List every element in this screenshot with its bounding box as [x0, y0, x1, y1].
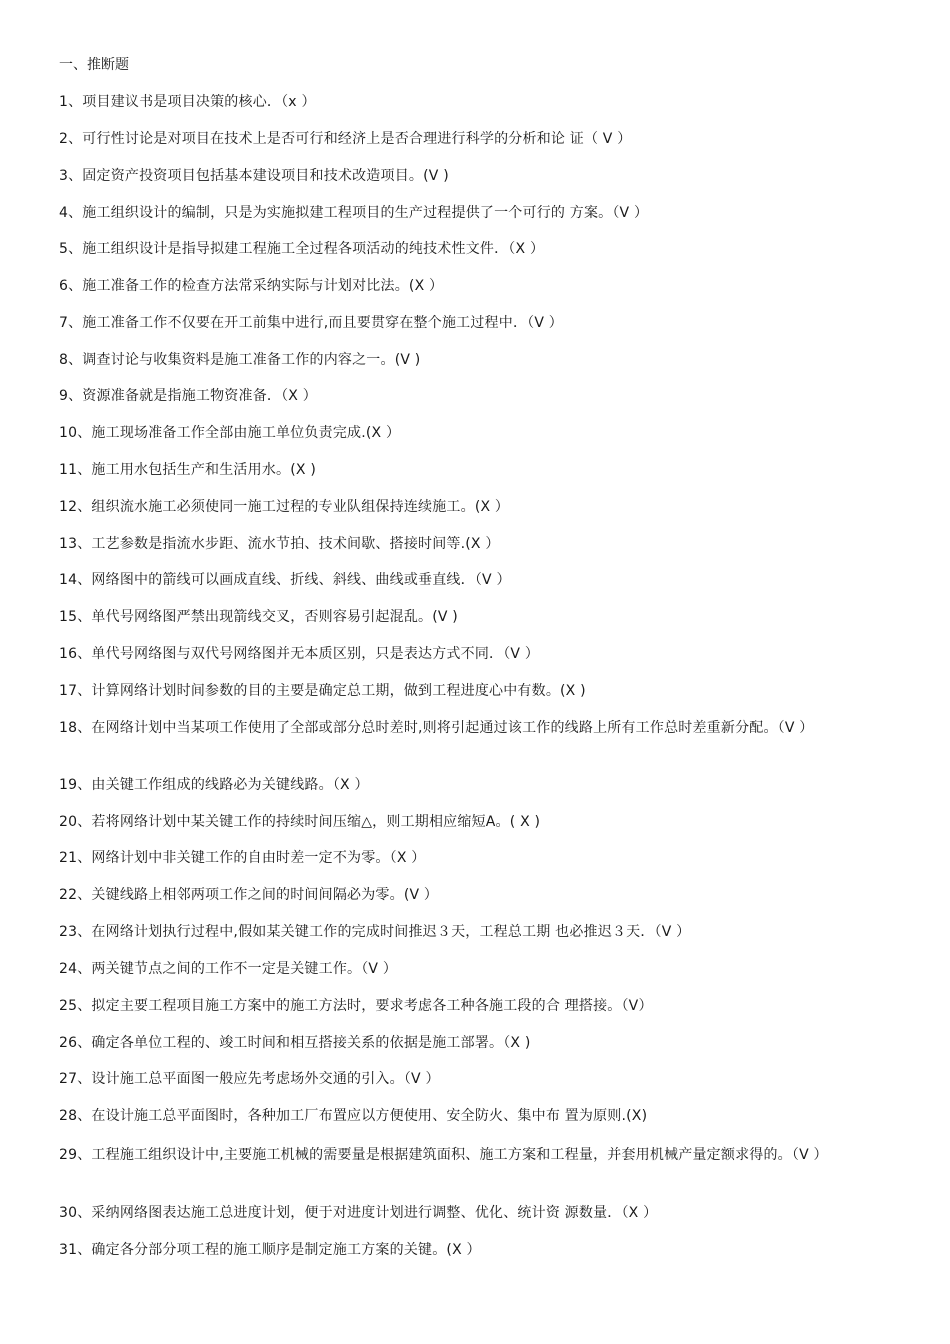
question-text: 、施工用水包括生产和生活用水。(X ) [77, 462, 316, 478]
question-number: 30 [59, 1205, 78, 1221]
question-text: 、施工现场准备工作全部由施工单位负责完成.(X ） [77, 425, 401, 441]
question-number: 10 [59, 425, 78, 441]
question-item [59, 960, 889, 978]
question-item [59, 93, 889, 111]
question-text: 、项目建议书是项目决策的核心．（x ） [68, 94, 316, 110]
question-text: 、单代号网络图与双代号网络图并无本质区别，只是表达方式不同．（V ） [77, 646, 540, 662]
question-text: 、若将网络计划中某关键工作的持续时间压缩△，则工期相应缩短A。( X ) [77, 814, 541, 830]
question-item [59, 1204, 889, 1222]
question-text: 、施工组织设计的编制，只是为实施拟建工程项目的生产过程提供了一个可行的 方案。（V ） [68, 205, 649, 221]
question-number: 12 [59, 499, 78, 515]
question-text: 、设计施工总平面图一般应先考虑场外交通的引入。（V ） [77, 1071, 440, 1087]
question-item [59, 1107, 889, 1125]
question-text: 、单代号网络图严禁出现箭线交叉，否则容易引起混乱。(V ) [77, 609, 458, 625]
question-item [59, 498, 889, 516]
question-item [59, 719, 899, 737]
question-item [59, 130, 889, 148]
question-number: 16 [59, 646, 78, 662]
question-item [59, 645, 889, 663]
question-number: 19 [59, 777, 78, 793]
question-text: 、由关键工作组成的线路必为关键线路。（X ） [77, 777, 369, 793]
question-number: 5 [59, 241, 69, 257]
question-text: 、施工准备工作不仅要在开工前集中进行,而且要贯穿在整个施工过程中．（V ） [68, 315, 563, 331]
question-item [59, 1034, 889, 1052]
question-item [59, 424, 889, 442]
question-item [59, 535, 889, 553]
question-text: 、网络图中的箭线可以画成直线、折线、斜线、曲线或垂直线．（V ） [77, 572, 511, 588]
question-text: 、施工准备工作的检查方法常采纳实际与计划对比法。(X ） [68, 278, 444, 294]
question-number: 11 [59, 462, 78, 478]
question-item [59, 997, 889, 1015]
question-text: 、采纳网络图表达施工总进度计划，便于对进度计划进行调整、优化、统计资 源数量．（X ） [77, 1205, 658, 1221]
question-item [59, 608, 889, 626]
question-text: 、两关键节点之间的工作不一定是关键工作。（V ） [77, 961, 398, 977]
question-number: 13 [59, 536, 78, 552]
question-text: 、工程施工组织设计中,主要施工机械的需要量是根据建筑面积、施工方案和工程量，并套用机械产量定额求得的。（V ） [77, 1147, 828, 1163]
question-item [59, 351, 889, 369]
question-item [59, 776, 889, 794]
question-number: 28 [59, 1108, 78, 1124]
question-item [59, 204, 889, 222]
question-text: 、在网络计划执行过程中,假如某关键工作的完成时间推迟３天，工程总工期 也必推迟３天．（V ） [77, 924, 691, 940]
question-item [59, 849, 889, 867]
question-number: 31 [59, 1242, 78, 1258]
question-item [59, 461, 889, 479]
question-number: 27 [59, 1071, 78, 1087]
question-number: 15 [59, 609, 78, 625]
question-text: 、拟定主要工程项目施工方案中的施工方法时，要求考虑各工种各施工段的合 理搭接。（V） [77, 998, 653, 1014]
question-item [59, 277, 889, 295]
question-item [59, 167, 889, 185]
question-number: 26 [59, 1035, 78, 1051]
question-number: 20 [59, 814, 78, 830]
question-text: 、固定资产投资项目包括基本建设项目和技术改造项目。(V ) [68, 168, 449, 184]
question-text: 、施工组织设计是指导拟建工程施工全过程各项活动的纯技术性文件．（X ） [68, 241, 545, 257]
question-text: 、在设计施工总平面图时，各种加工厂布置应以方便使用、安全防火、集中布 置为原则.(X) [77, 1108, 648, 1124]
question-text: 、关键线路上相邻两项工作之间的时间间隔必为零。(V ） [77, 887, 439, 903]
question-text: 、资源准备就是指施工物资准备．（X ） [68, 388, 317, 404]
question-item [59, 1241, 889, 1259]
question-item [59, 813, 889, 831]
question-number: 22 [59, 887, 78, 903]
question-number: 1 [59, 94, 69, 110]
question-text: 、在网络计划中当某项工作使用了全部或部分总时差时,则将引起通过该工作的线路上所有工作总时差重新分配。（V ） [77, 720, 814, 736]
question-text: 、组织流水施工必须使同一施工过程的专业队组保持连续施工。(X ） [77, 499, 510, 515]
question-number: 17 [59, 683, 78, 699]
question-number: 3 [59, 168, 69, 184]
question-text: 、确定各单位工程的、竣工时间和相互搭接关系的依据是施工部署。（X ) [77, 1035, 531, 1051]
question-number: 2 [59, 131, 69, 147]
question-number: 24 [59, 961, 78, 977]
question-item [59, 314, 889, 332]
question-number: 25 [59, 998, 78, 1014]
question-text: 、工艺参数是指流水步距、流水节拍、技术间歇、搭接时间等.(X ） [77, 536, 500, 552]
question-number: 23 [59, 924, 78, 940]
question-item [59, 1146, 899, 1164]
question-item [59, 886, 889, 904]
question-number: 21 [59, 850, 78, 866]
question-item [59, 923, 889, 941]
question-text: 、确定各分部分项工程的施工顺序是制定施工方案的关键。(X ） [77, 1242, 481, 1258]
question-number: 4 [59, 205, 69, 221]
question-number: 14 [59, 572, 78, 588]
question-item [59, 571, 889, 589]
question-text: 、计算网络计划时间参数的目的主要是确定总工期，做到工程进度心中有数。(X ) [77, 683, 586, 699]
question-item [59, 387, 889, 405]
question-text: 、调查讨论与收集资料是施工准备工作的内容之一。(V ) [68, 352, 421, 368]
question-number: 6 [59, 278, 69, 294]
question-text: 、网络计划中非关键工作的自由时差一定不为零。（X ） [77, 850, 426, 866]
question-text: 、可行性讨论是对项目在技术上是否可行和经济上是否合理进行科学的分析和论 证（ V ） [68, 131, 632, 147]
question-number: 18 [59, 720, 78, 736]
question-item [59, 240, 889, 258]
question-number: 9 [59, 388, 69, 404]
question-number: 7 [59, 315, 69, 331]
question-item [59, 682, 889, 700]
section-title: 一、推断题 [59, 57, 129, 73]
question-number: 8 [59, 352, 69, 368]
question-number: 29 [59, 1147, 78, 1163]
question-item [59, 1070, 889, 1088]
